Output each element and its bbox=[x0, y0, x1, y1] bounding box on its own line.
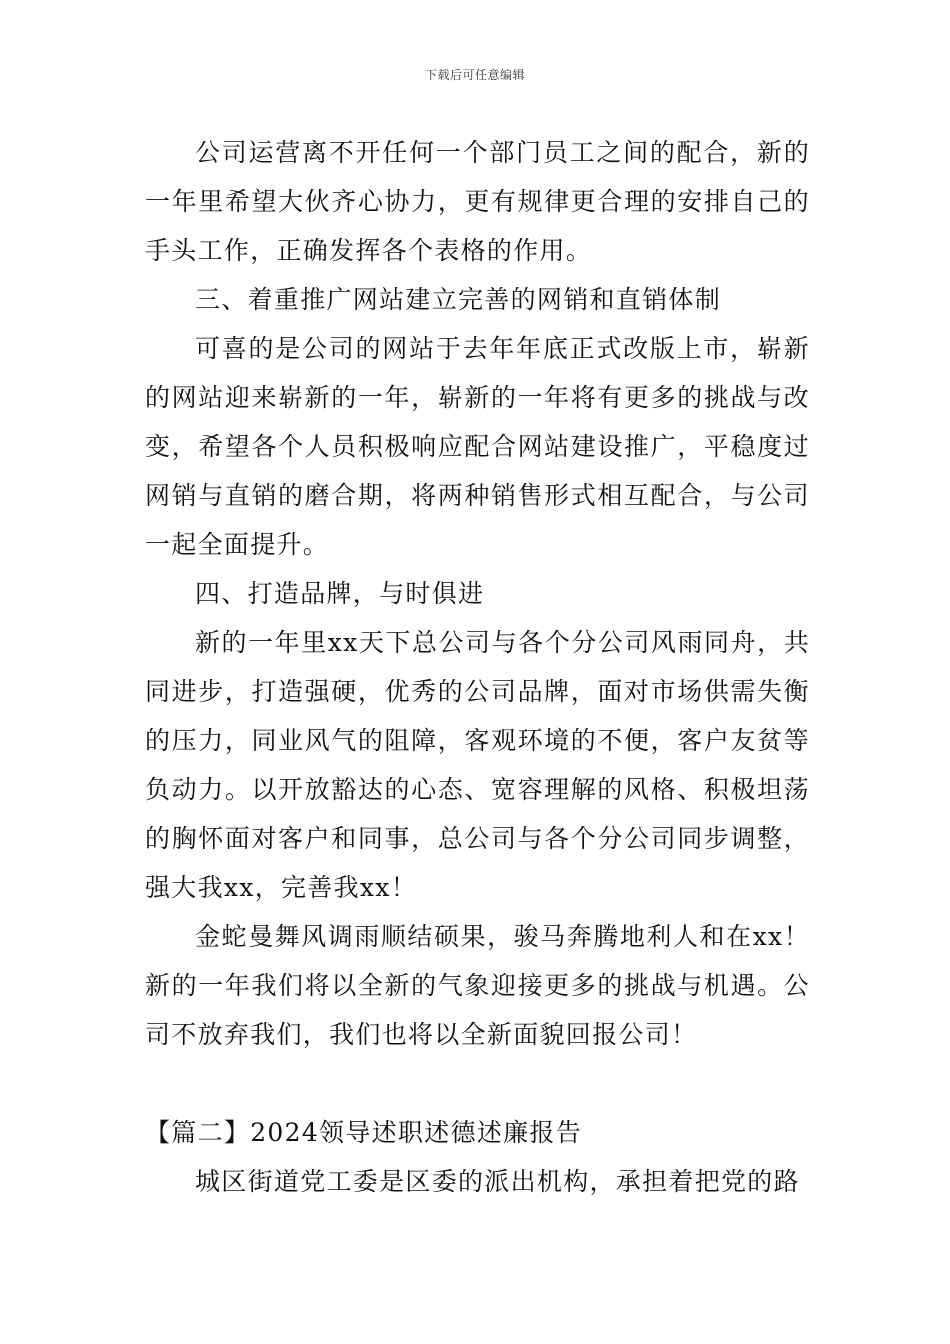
heading-brand: 四、打造品牌，与时俱进 bbox=[195, 579, 485, 608]
paragraph-closing: 金蛇曼舞风调雨顺结硕果，骏马奔腾地利人和在xx！新的一年我们将以全新的气象迎接更多的挑战与机遇。公司不放弃我们，我们也将以全新面貌回报公司！ bbox=[145, 922, 810, 1049]
heading-website-promotion: 三、着重推广网站建立完善的网销和直销体制 bbox=[195, 285, 722, 314]
paragraph-brand: 新的一年里xx天下总公司与各个分公司风雨同舟，共同进步，打造强硬，优秀的公司品牌，面对市场供需失衡的压力，同业风气的阻障，客观环境的不便，客户友贫等负动力。以开放豁达的心态、宽容理解的风格、积极坦荡的胸怀面对客户和同事，总公司与各个分公司同步调整，强大我xx，完善我xx！ bbox=[145, 628, 810, 902]
header-note: 下载后可任意编辑 bbox=[424, 68, 525, 82]
section-title: 【篇二】2024领导述职述德述廉报告 bbox=[145, 1118, 583, 1147]
document-body bbox=[145, 128, 810, 1206]
paragraph-section2-start: 城区街道党工委是区委的派出机构，承担着把党的路 bbox=[195, 1167, 800, 1196]
section-gap bbox=[145, 1059, 810, 1108]
paragraph-website: 可喜的是公司的网站于去年年底正式改版上市，崭新的网站迎来崭新的一年，崭新的一年将有更多的挑战与改变，希望各个人员积极响应配合网站建设推广，平稳度过网销与直销的磨合期，将两种销售形式相互配合，与公司一起全面提升。 bbox=[145, 334, 810, 559]
paragraph-cooperation: 公司运营离不开任何一个部门员工之间的配合，新的一年里希望大伙齐心协力，更有规律更合理的安排自己的手头工作，正确发挥各个表格的作用。 bbox=[145, 138, 810, 265]
